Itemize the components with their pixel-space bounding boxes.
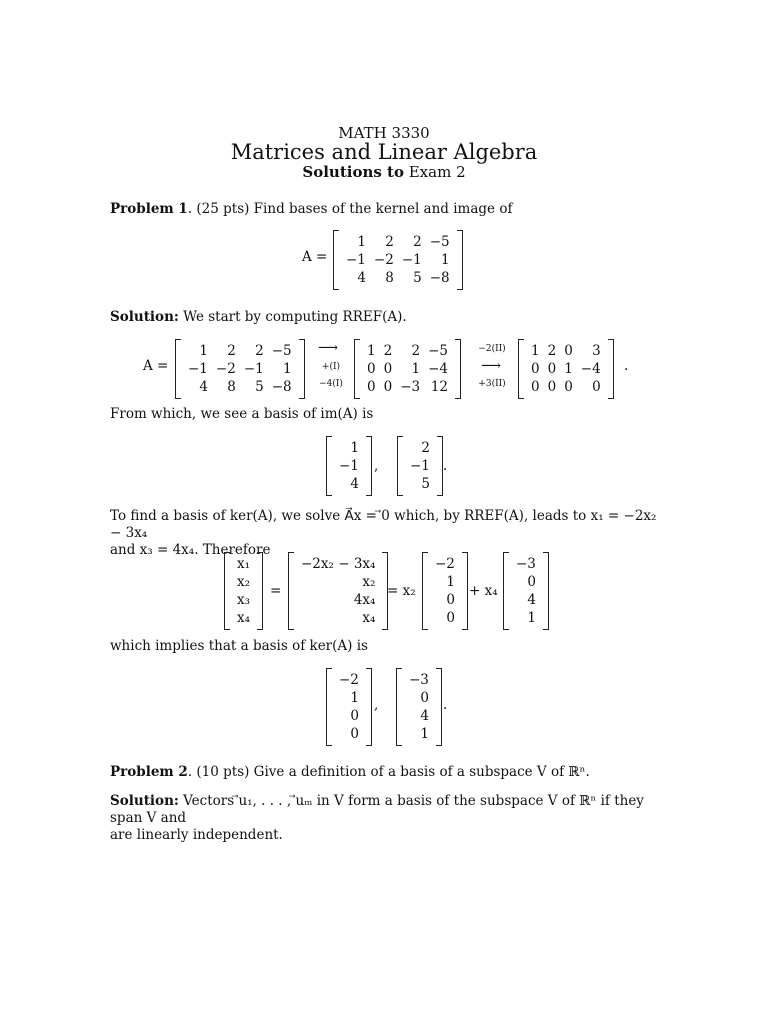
- matrix-entry: 4x₄: [353, 592, 376, 608]
- matrix-row: [297, 555, 379, 573]
- matrix-entry: 1: [357, 234, 366, 250]
- right-bracket: [543, 552, 549, 630]
- solution-1-intro: [110, 309, 665, 326]
- kernel-basis-comma: ,: [374, 697, 379, 713]
- matrix-entry: 1: [420, 726, 429, 742]
- matrix-row: [233, 573, 254, 591]
- matrix-row: [406, 475, 434, 493]
- right-bracket: [455, 339, 461, 399]
- matrix-row: [406, 457, 434, 475]
- matrix-entry: −3: [516, 556, 536, 572]
- row-op-arrow-1: ⟶: [318, 340, 339, 356]
- matrix-entry: 1: [283, 361, 292, 377]
- kernel-text-line-1: To find a basis of ker(A), we solve A⃗x = ⃗0 which, by RREF(A), leads to x₁ = −2x₂ − 3x₄: [110, 508, 657, 541]
- solution-1-label: Solution:: [110, 309, 179, 325]
- matrix-entries: [431, 555, 459, 627]
- image-basis-comma: ,: [374, 458, 379, 474]
- matrix-entries: [405, 671, 433, 743]
- kernel-text-line-2: and x₃ = 4x₄. Therefore: [110, 542, 271, 558]
- matrix-entry: 8: [227, 379, 236, 395]
- kernel-basis-vector-2: [396, 668, 442, 746]
- matrix-row: [233, 555, 254, 573]
- matrix-entry: 2: [411, 343, 421, 359]
- matrix-entry: 0: [350, 708, 359, 724]
- matrix-entry: −2x₂ − 3x₄: [301, 556, 376, 572]
- rref-matrix-1: [354, 339, 461, 399]
- matrix-entry: −5: [429, 234, 450, 250]
- right-bracket: [299, 339, 305, 399]
- kernel-component-vector-1: [422, 552, 468, 630]
- matrix-row: [233, 591, 254, 609]
- problem-1-text: . (25 pts) Find bases of the kernel and image of: [187, 201, 513, 217]
- matrix-entry: 2: [385, 234, 394, 250]
- matrix-entry: −1: [401, 252, 422, 268]
- matrix-entry: −5: [428, 343, 448, 359]
- problem-2-label: Problem 2: [110, 764, 188, 780]
- matrix-entries: [233, 555, 254, 627]
- matrix-entries: [342, 233, 454, 287]
- matrix-a: [333, 230, 463, 290]
- matrix-entry: 0: [446, 610, 455, 626]
- matrix-entry: 0: [531, 361, 540, 377]
- matrix-entry: 12: [430, 379, 448, 395]
- left-bracket: [354, 339, 360, 399]
- equals-x2: = x₂: [387, 583, 416, 599]
- matrix-row: [512, 609, 540, 627]
- left-bracket: [518, 339, 524, 399]
- kernel-basis-period: .: [443, 697, 448, 713]
- image-basis-text: From which, we see a basis of im(A) is: [110, 406, 374, 422]
- matrix-entries: [512, 555, 540, 627]
- matrix-entry: 0: [383, 379, 393, 395]
- matrix-entry: 0: [383, 361, 393, 377]
- course-code: MATH 3330: [338, 124, 430, 142]
- image-basis-period: .: [443, 458, 448, 474]
- matrix-entries: [297, 555, 379, 627]
- matrix-entry: 2: [255, 343, 264, 359]
- matrix-entries: [335, 439, 363, 493]
- row-op-2a: −2(II): [478, 344, 506, 354]
- matrix-row: [512, 555, 540, 573]
- matrix-entry: −2: [339, 672, 359, 688]
- matrix-entry: 1: [411, 361, 421, 377]
- matrix-entry: x₃: [237, 592, 251, 608]
- matrix-entry: 1: [350, 690, 359, 706]
- matrix-row: [431, 555, 459, 573]
- matrix-entry: 5: [413, 270, 422, 286]
- matrix-entry: 1: [446, 574, 455, 590]
- matrix-entry: 0: [367, 379, 376, 395]
- matrix-row: [335, 457, 363, 475]
- right-bracket: [608, 339, 614, 399]
- matrix-row: [512, 573, 540, 591]
- matrix-row: [297, 609, 379, 627]
- matrix-entry: 0: [564, 379, 573, 395]
- matrix-row: [405, 689, 433, 707]
- left-bracket: [396, 668, 402, 746]
- matrix-row: [297, 573, 379, 591]
- matrix-row: [512, 591, 540, 609]
- matrix-a-label: A =: [302, 249, 328, 265]
- matrix-row: [335, 689, 363, 707]
- matrix-entries: [184, 342, 296, 396]
- matrix-row: [363, 342, 452, 360]
- right-bracket: [257, 552, 263, 630]
- solution-2-label: Solution:: [110, 793, 179, 809]
- matrix-entry: 0: [420, 690, 429, 706]
- matrix-row: [184, 342, 296, 360]
- matrix-entry: 5: [255, 379, 264, 395]
- matrix-row: [297, 591, 379, 609]
- matrix-entry: 0: [350, 726, 359, 742]
- problem-1-label: Problem 1: [110, 201, 188, 217]
- right-bracket: [437, 436, 443, 496]
- matrix-row: [431, 591, 459, 609]
- right-bracket: [457, 230, 463, 290]
- matrix-entry: −1: [243, 361, 264, 377]
- right-bracket: [436, 668, 442, 746]
- matrix-entry: 2: [413, 234, 422, 250]
- matrix-entry: 3: [592, 343, 601, 359]
- subtitle-rest: Exam 2: [403, 163, 466, 181]
- matrix-entry: 0: [367, 361, 376, 377]
- matrix-entry: 4: [420, 708, 429, 724]
- matrix-entry: −1: [346, 252, 366, 268]
- solution-1-intro-text: We start by computing RREF(A).: [178, 309, 407, 325]
- matrix-entry: 0: [531, 379, 540, 395]
- matrix-entry: 0: [527, 574, 536, 590]
- matrix-row: [405, 707, 433, 725]
- rref-matrix-2: [518, 339, 614, 399]
- matrix-entry: −4: [580, 361, 601, 377]
- matrix-row: [184, 378, 296, 396]
- row-op-2b: +3(II): [478, 379, 506, 389]
- kernel-expression-vector: [288, 552, 388, 630]
- row-op-1b: −4(I): [319, 379, 343, 389]
- matrix-entry: 1: [564, 361, 573, 377]
- row-op-1a: +(I): [321, 362, 341, 372]
- matrix-entry: 4: [199, 379, 208, 395]
- matrix-entry: 4: [357, 270, 366, 286]
- matrix-entry: −1: [410, 458, 430, 474]
- matrix-entry: x₂: [362, 574, 376, 590]
- rref-period: .: [624, 358, 629, 374]
- matrix-row: [233, 609, 254, 627]
- kernel-basis-vector-1: [326, 668, 372, 746]
- matrix-entry: 1: [350, 440, 359, 456]
- matrix-row: [405, 671, 433, 689]
- matrix-entry: 4: [527, 592, 536, 608]
- matrix-row: [342, 233, 454, 251]
- kernel-component-vector-2: [503, 552, 549, 630]
- right-bracket: [366, 668, 372, 746]
- matrix-entries: [363, 342, 452, 396]
- left-bracket: [326, 436, 332, 496]
- matrix-entry: 1: [367, 343, 376, 359]
- rref-matrix-0: [175, 339, 305, 399]
- document-subtitle: [0, 163, 768, 181]
- left-bracket: [422, 552, 428, 630]
- matrix-entry: −2: [373, 252, 394, 268]
- matrix-row: [431, 609, 459, 627]
- matrix-row: [335, 439, 363, 457]
- matrix-row: [335, 671, 363, 689]
- equals-1: =: [270, 583, 282, 599]
- matrix-entry: −5: [271, 343, 292, 359]
- matrix-entry: 0: [592, 379, 601, 395]
- matrix-entry: 2: [227, 343, 236, 359]
- matrix-entry: 1: [199, 343, 208, 359]
- matrix-entry: 2: [421, 440, 430, 456]
- matrix-entry: 0: [547, 361, 557, 377]
- matrix-entry: x₄: [237, 610, 251, 626]
- image-basis-vector-1: [326, 436, 372, 496]
- matrix-entry: 8: [385, 270, 394, 286]
- problem-2-text: . (10 pts) Give a definition of a basis of a subspace V of ℝⁿ.: [187, 764, 590, 780]
- matrix-entry: 0: [446, 592, 455, 608]
- right-bracket: [366, 436, 372, 496]
- matrix-row: [342, 251, 454, 269]
- matrix-row: [335, 725, 363, 743]
- left-bracket: [333, 230, 339, 290]
- problem-2-statement: [110, 764, 665, 781]
- matrix-row: [527, 342, 605, 360]
- matrix-entry: 2: [383, 343, 393, 359]
- subtitle-bold: Solutions to: [302, 163, 404, 181]
- matrix-entries: [527, 342, 605, 396]
- matrix-entry: −8: [271, 379, 292, 395]
- matrix-row: [527, 360, 605, 378]
- matrix-entry: x₄: [362, 610, 376, 626]
- matrix-entry: −2: [215, 361, 236, 377]
- matrix-row: [335, 707, 363, 725]
- matrix-entry: −3: [400, 379, 421, 395]
- left-bracket: [397, 436, 403, 496]
- problem-1-statement: [110, 201, 665, 218]
- matrix-entry: 1: [531, 343, 540, 359]
- matrix-entry: −1: [188, 361, 208, 377]
- matrix-entry: 4: [350, 476, 359, 492]
- matrix-entry: −1: [339, 458, 359, 474]
- matrix-entry: −4: [428, 361, 448, 377]
- rref-a-label: A =: [143, 358, 169, 374]
- matrix-entry: −3: [409, 672, 429, 688]
- matrix-entry: x₁: [237, 556, 251, 572]
- matrix-row: [342, 269, 454, 287]
- image-basis-vector-2: [397, 436, 443, 496]
- matrix-entry: −8: [429, 270, 450, 286]
- matrix-entry: 0: [564, 343, 573, 359]
- matrix-entries: [335, 671, 363, 743]
- x-vector: [224, 552, 263, 630]
- matrix-entry: 5: [421, 476, 430, 492]
- matrix-row: [527, 378, 605, 396]
- matrix-entry: 2: [547, 343, 557, 359]
- matrix-entry: 1: [441, 252, 450, 268]
- plus-x4: + x₄: [469, 583, 498, 599]
- matrix-entry: x₂: [237, 574, 251, 590]
- left-bracket: [175, 339, 181, 399]
- matrix-entries: [406, 439, 434, 493]
- matrix-row: [406, 439, 434, 457]
- matrix-entry: 1: [527, 610, 536, 626]
- right-bracket: [462, 552, 468, 630]
- left-bracket: [326, 668, 332, 746]
- matrix-entry: −2: [435, 556, 455, 572]
- matrix-row: [335, 475, 363, 493]
- solution-2-text-line-2: are linearly independent.: [110, 827, 283, 843]
- matrix-row: [431, 573, 459, 591]
- matrix-row: [405, 725, 433, 743]
- matrix-row: [363, 378, 452, 396]
- solution-2: [110, 793, 665, 844]
- matrix-entry: 0: [547, 379, 557, 395]
- matrix-row: [184, 360, 296, 378]
- left-bracket: [503, 552, 509, 630]
- kernel-basis-text: which implies that a basis of ker(A) is: [110, 638, 368, 654]
- document-title: Matrices and Linear Algebra: [230, 140, 538, 164]
- row-op-arrow-2: ⟶: [481, 358, 502, 374]
- solution-2-text-line-1: Vectors ⃗u₁, . . . , ⃗uₘ in V form a basis of the subspace V of ℝⁿ if they span V and: [110, 793, 644, 826]
- left-bracket: [288, 552, 294, 630]
- left-bracket: [224, 552, 230, 630]
- matrix-row: [363, 360, 452, 378]
